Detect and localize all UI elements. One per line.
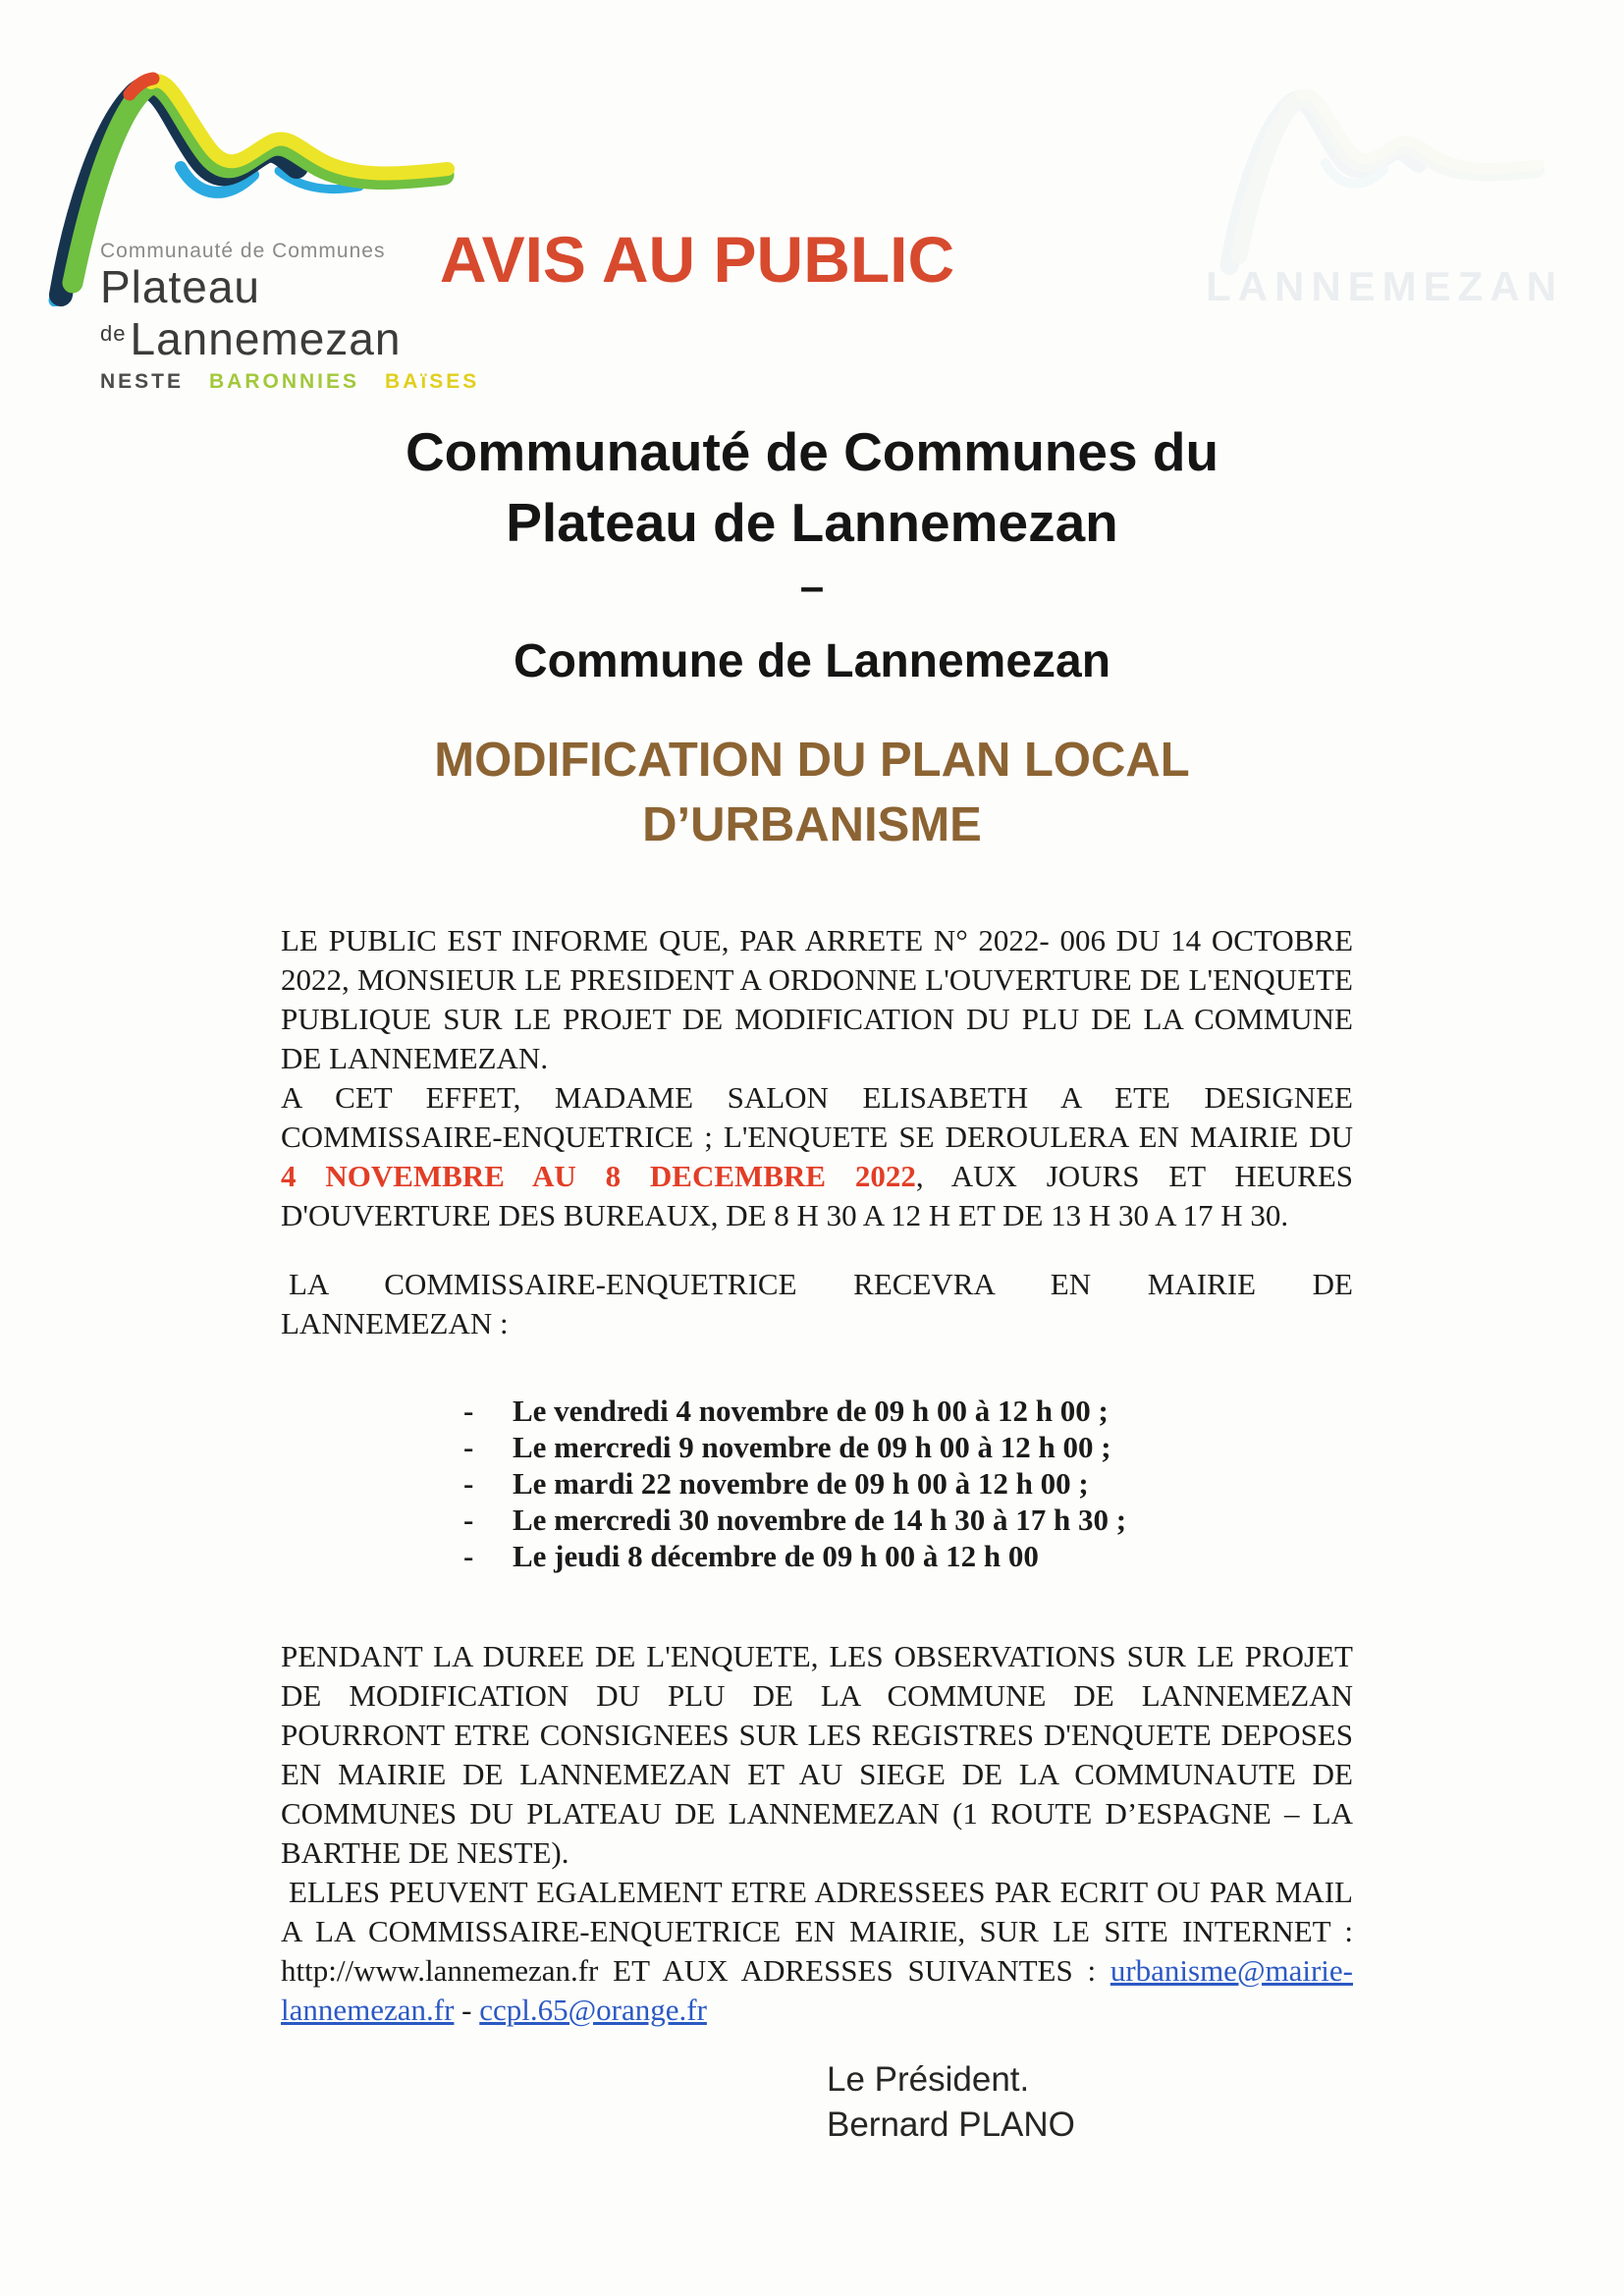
paragraph-adresses-text: ELLES PEUVENT EGALEMENT ETRE ADRESSEES PAR ECRIT OU PAR MAIL A LA COMMISSAIRE-ENQUETRICE EN MAIRIE, SUR LE SITE INTERNET : http://www.lannemezan.fr ET AUX ADRESSES SUIVANTES : [281,1875,1353,1988]
list-item [463,1502,1353,1538]
signature-name: Bernard PLANO [827,2105,1075,2144]
list-item [463,1429,1353,1465]
subject-heading [0,728,1624,857]
paragraph-arrete: LE PUBLIC EST INFORME QUE, PAR ARRETE N° 2022- 006 DU 14 OCTOBRE 2022, MONSIEUR LE PRESIDENT A ORDONNE L'OUVERTURE DE L'ENQUETE PUBLIQUE SUR LE PROJET DE MODIFICATION DU PLU DE LA COMMUNE DE LANNEMEZAN. [281,923,1353,1075]
logo-de: de [100,321,127,346]
dash-bullet: - [463,1430,474,1464]
paragraph-adresses [281,1873,1353,2030]
list-item [463,1538,1353,1574]
paragraph-recevra [281,1265,1353,1343]
org-heading-line1: Communauté de Communes du [405,421,1219,482]
territory-neste: NESTE [100,370,185,393]
list-item [463,1465,1353,1502]
paragraph-enquete [281,1078,1353,1235]
headings-block [0,416,1624,857]
logo-name-lannemezan-text: Lannemezan [130,313,402,364]
schedule-item-text: Le mardi 22 novembre de 09 h 00 à 12 h 00 ; [513,1466,1089,1501]
dash-bullet: - [463,1503,474,1537]
subject-heading-line1: MODIFICATION DU PLAN LOCAL [434,734,1190,787]
paragraph-enquete-before: A CET EFFET, MADAME SALON ELISABETH A ETE DESIGNEE COMMISSAIRE-ENQUETRICE ; L'ENQUETE SE DEROULERA EN MAIRIE DU [281,1080,1353,1154]
territory-baises: BAïSES [385,370,480,393]
email-separator: - [454,1993,480,2027]
schedule-item-text: Le jeudi 8 décembre de 09 h 00 à 12 h 00 [513,1539,1039,1573]
signature-title: Le Président. [827,2060,1030,2099]
email-link-urbanisme[interactable]: urbanisme@mairie-lannemezan.fr [281,1953,1353,2027]
notice-body [281,921,1353,2148]
logo-tagline: Communauté de Communes [100,240,386,262]
logo-territories [100,370,479,394]
dash-bullet: - [463,1466,474,1501]
list-item [463,1393,1353,1429]
paragraph-enquete-after: , AUX JOURS ET HEURES D'OUVERTURE DES BUREAUX, DE 8 H 30 A 12 H ET DE 13 H 30 A 17 H 30. [281,1159,1353,1232]
org-heading [0,416,1624,558]
commune-heading: Commune de Lannemezan [513,635,1111,687]
email-link-ccpl[interactable]: ccpl.65@orange.fr [479,1993,707,2027]
dash-bullet: - [463,1539,474,1573]
signature-block [827,2057,1353,2148]
watermark-text: LANNEMEZAN [1206,263,1563,309]
territory-baronnies: BARONNIES [209,370,360,393]
schedule-list [463,1393,1353,1574]
dash-bullet: - [463,1394,474,1428]
schedule-item-text: Le mercredi 30 novembre de 14 h 30 à 17 h 30 ; [513,1503,1127,1537]
dash-separator: – [799,563,825,611]
logo-name-lannemezan [100,310,479,362]
schedule-item-text: Le vendredi 4 novembre de 09 h 00 à 12 h 00 ; [513,1394,1109,1428]
enquete-date-range: 4 NOVEMBRE AU 8 DECEMBRE 2022 [281,1159,916,1193]
page-title: AVIS AU PUBLIC [439,223,955,296]
logo-name-plateau: Plateau [100,261,261,312]
paragraph-recevra-line1: LA COMMISSAIRE-ENQUETRICE RECEVRA EN MAIRIE DE [289,1267,1353,1301]
schedule-item-text: Le mercredi 9 novembre de 09 h 00 à 12 h 00 ; [513,1430,1111,1464]
subject-heading-line2: D’URBANISME [642,798,982,851]
paragraph-observations: PENDANT LA DUREE DE L'ENQUETE, LES OBSERVATIONS SUR LE PROJET DE MODIFICATION DU PLU DE LA COMMUNE DE LANNEMEZAN POURRONT ETRE CONSIGNEES SUR LES REGISTRES D'ENQUETE DEPOSES EN MAIRIE DE LANNEMEZAN ET AU SIEGE DE LA COMMUNAUTE DE COMMUNES DU PLATEAU DE LANNEMEZAN (1 ROUTE D’ESPAGNE – LA BARTHE DE NESTE). [281,1639,1353,1870]
org-heading-line2: Plateau de Lannemezan [506,492,1118,553]
paragraph-recevra-line2: LANNEMEZAN : [281,1306,509,1340]
